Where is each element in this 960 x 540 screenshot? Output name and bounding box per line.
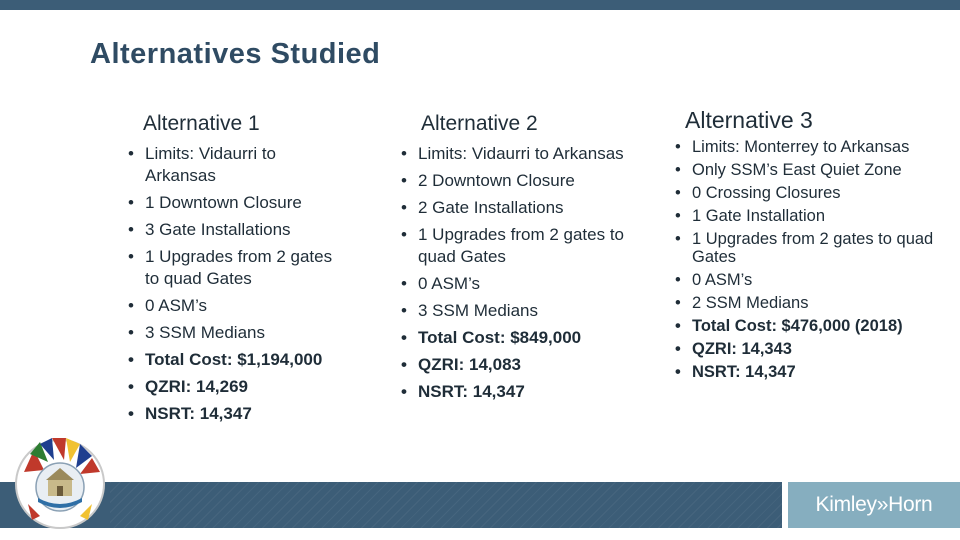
list-item: • NSRT: 14,347: [401, 381, 626, 403]
footer-pattern: [110, 482, 782, 528]
list-item: • 0 ASM’s: [675, 271, 955, 289]
list-item: • 1 Downtown Closure: [128, 192, 343, 214]
list-item: • 1 Upgrades from 2 gates to quad Gates: [128, 246, 343, 290]
list-item: • Total Cost: $1,194,000: [128, 349, 343, 371]
alternative-1-list: [128, 143, 343, 430]
list-item: • Total Cost: $476,000 (2018): [675, 317, 955, 335]
list-item: • 3 SSM Medians: [401, 300, 626, 322]
list-item: • QZRI: 14,269: [128, 376, 343, 398]
list-item: • 2 SSM Medians: [675, 294, 955, 312]
list-item: • Total Cost: $849,000: [401, 327, 626, 349]
list-item: • 0 ASM’s: [128, 295, 343, 317]
slide-title: Alternatives Studied: [90, 38, 381, 70]
list-item: • 3 Gate Installations: [128, 219, 343, 241]
footer-bar: [0, 482, 782, 528]
list-item: • 0 ASM’s: [401, 273, 626, 295]
list-item: • Limits: Vidaurri to Arkansas: [401, 143, 626, 165]
list-item: • NSRT: 14,347: [675, 363, 955, 381]
list-item: • NSRT: 14,347: [128, 403, 343, 425]
list-item: • 2 Gate Installations: [401, 197, 626, 219]
top-bar: [0, 0, 960, 10]
logo-text: Kimley»Horn: [815, 493, 933, 516]
list-item: • Limits: Vidaurri to Arkansas: [128, 143, 343, 187]
list-item: • 1 Upgrades from 2 gates to quad Gates: [401, 224, 626, 268]
list-item: • QZRI: 14,343: [675, 340, 955, 358]
alternative-3-heading: Alternative 3: [685, 107, 813, 133]
city-seal-icon: [10, 432, 110, 532]
list-item: • 1 Gate Installation: [675, 207, 955, 225]
list-item: • 0 Crossing Closures: [675, 184, 955, 202]
alternative-2-list: [401, 143, 626, 408]
list-item: • 2 Downtown Closure: [401, 170, 626, 192]
list-item: • Only SSM’s East Quiet Zone: [675, 161, 955, 179]
list-item: • QZRI: 14,083: [401, 354, 626, 376]
alternative-3-list: [675, 138, 955, 386]
list-item: • 1 Upgrades from 2 gates to quad Gates: [675, 230, 955, 266]
alternative-2-heading: Alternative 2: [421, 112, 538, 135]
company-logo: [788, 482, 960, 528]
list-item: • Limits: Monterrey to Arkansas: [675, 138, 955, 156]
list-item: • 3 SSM Medians: [128, 322, 343, 344]
alternative-1-heading: Alternative 1: [143, 112, 260, 135]
